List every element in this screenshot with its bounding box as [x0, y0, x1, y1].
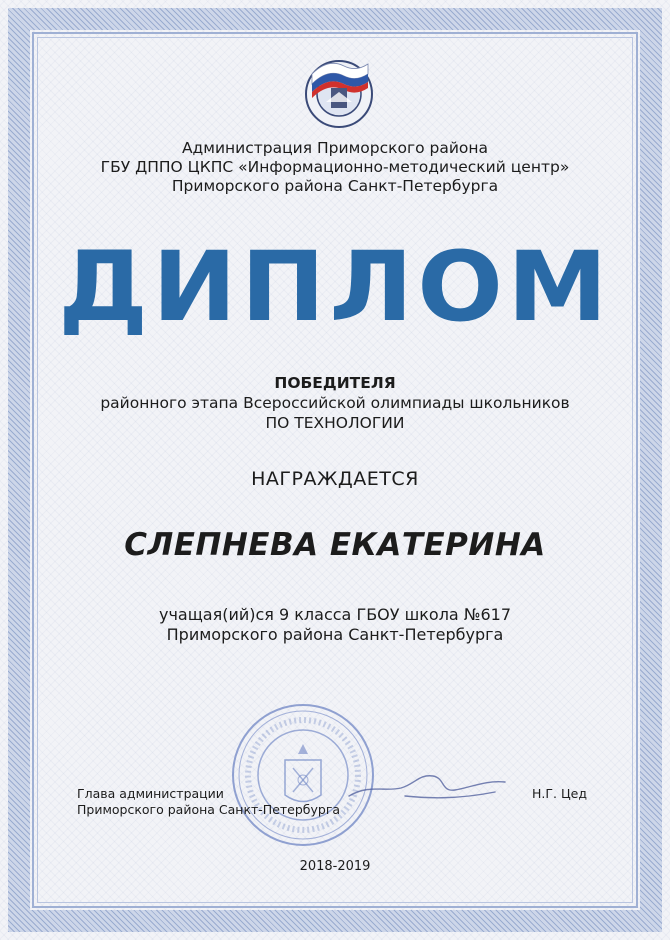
organization-line-2: ГБУ ДППО ЦКПС «Информационно-методический центр» — [100, 158, 570, 176]
olympiad-emblem-icon — [298, 52, 380, 132]
signature-icon — [345, 762, 510, 812]
awarded-label: НАГРАЖДАЕТСЯ — [251, 468, 419, 490]
winner-line-1: районного этапа Всероссийской олимпиады школьников — [100, 394, 570, 412]
signatory-position-line-1: Глава администрации — [77, 786, 224, 801]
recipient-name: СЛЕПНЕВА ЕКАТЕРИНА — [124, 527, 546, 563]
organization-block — [0, 139, 670, 196]
academic-year: 2018-2019 — [299, 859, 371, 874]
signatory-position — [77, 786, 340, 818]
student-line-1: учащая(ий)ся 9 класса ГБОУ школа №617 — [158, 605, 511, 624]
student-line-2: Приморского района Санкт-Петербурга — [166, 625, 504, 644]
winner-heading: ПОБЕДИТЕЛЯ — [274, 374, 396, 392]
diploma-title: ДИПЛОМ — [58, 231, 612, 343]
signatory-name: Н.Г. Цед — [532, 786, 587, 801]
signatory-position-line-2: Приморского района Санкт-Петербурга — [77, 802, 341, 817]
winner-line-2: ПО ТЕХНОЛОГИИ — [265, 414, 405, 432]
organization-line-1: Администрация Приморского района — [181, 139, 489, 157]
organization-line-3: Приморского района Санкт-Петербурга — [171, 177, 499, 195]
